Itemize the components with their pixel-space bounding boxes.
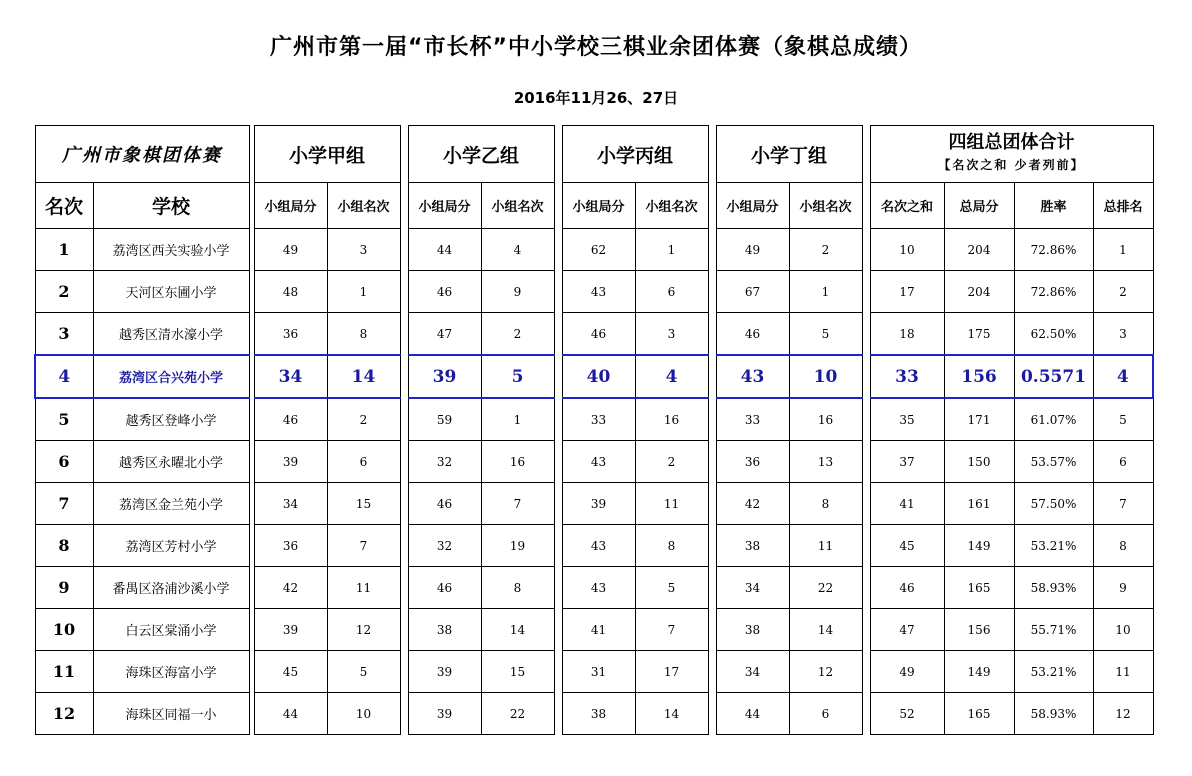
group-b-score-cell: 59 xyxy=(408,398,481,441)
school-cell: 白云区棠涌小学 xyxy=(93,609,249,651)
group-b-score-cell: 46 xyxy=(408,567,481,609)
school-cell: 越秀区登峰小学 xyxy=(93,398,249,441)
group-header-c: 小学丙组 xyxy=(562,126,708,183)
total-note: 【名次之和 少者列前】 xyxy=(938,158,1085,172)
group-b-rank-cell: 2 xyxy=(481,313,554,356)
column-gap xyxy=(862,183,870,229)
total-score-cell: 204 xyxy=(944,229,1014,271)
column-gap xyxy=(400,567,408,609)
group-d-rank-cell: 6 xyxy=(789,693,862,735)
group-d-rank-cell: 12 xyxy=(789,651,862,693)
rank-cell: 8 xyxy=(35,525,93,567)
group-d-score-cell: 36 xyxy=(716,441,789,483)
org-label: 广州市象棋团体赛 xyxy=(35,126,249,183)
column-gap xyxy=(708,609,716,651)
group-d-score-cell: 67 xyxy=(716,271,789,313)
table-row xyxy=(35,441,1153,483)
final-rank-cell: 2 xyxy=(1093,271,1153,313)
table-row xyxy=(35,483,1153,525)
win-rate-cell: 53.21% xyxy=(1014,651,1093,693)
group-c-rank-cell: 16 xyxy=(635,398,708,441)
final-rank-cell: 7 xyxy=(1093,483,1153,525)
group-a-rank-cell: 3 xyxy=(327,229,400,271)
table-row xyxy=(35,609,1153,651)
column-gap xyxy=(862,483,870,525)
group-header-b: 小学乙组 xyxy=(408,126,554,183)
group-d-rank-cell: 22 xyxy=(789,567,862,609)
group-d-rank-cell: 8 xyxy=(789,483,862,525)
group-b-rank-cell: 15 xyxy=(481,651,554,693)
group-c-score-cell: 43 xyxy=(562,567,635,609)
group-a-score-cell: 36 xyxy=(254,313,327,356)
rank-sum-cell: 52 xyxy=(870,693,944,735)
rank-sum-cell: 46 xyxy=(870,567,944,609)
group-c-score-cell: 31 xyxy=(562,651,635,693)
group-a-score-cell: 39 xyxy=(254,609,327,651)
group-b-score-cell: 47 xyxy=(408,313,481,356)
column-gap xyxy=(862,126,870,183)
rank-cell: 9 xyxy=(35,567,93,609)
group-a-rank-cell: 6 xyxy=(327,441,400,483)
group-d-score-cell: 34 xyxy=(716,567,789,609)
group-c-score-cell: 41 xyxy=(562,609,635,651)
final-rank-cell: 1 xyxy=(1093,229,1153,271)
column-gap xyxy=(400,609,408,651)
group-header-a: 小学甲组 xyxy=(254,126,400,183)
group-score-header: 小组局分 xyxy=(408,183,481,229)
school-cell: 越秀区清水濠小学 xyxy=(93,313,249,356)
column-gap xyxy=(400,126,408,183)
rank-cell: 1 xyxy=(35,229,93,271)
column-gap xyxy=(400,693,408,735)
column-gap xyxy=(862,355,870,398)
column-gap xyxy=(400,483,408,525)
rank-cell: 12 xyxy=(35,693,93,735)
column-gap xyxy=(400,229,408,271)
group-d-rank-cell: 11 xyxy=(789,525,862,567)
column-gap xyxy=(708,483,716,525)
column-gap xyxy=(400,271,408,313)
column-gap xyxy=(862,693,870,735)
column-gap xyxy=(554,609,562,651)
group-c-rank-cell: 8 xyxy=(635,525,708,567)
group-c-rank-cell: 5 xyxy=(635,567,708,609)
column-gap xyxy=(400,525,408,567)
rank-header: 名次 xyxy=(35,183,93,229)
total-score-header: 总局分 xyxy=(944,183,1014,229)
win-rate-cell: 55.71% xyxy=(1014,609,1093,651)
group-rank-header: 小组名次 xyxy=(635,183,708,229)
total-score-cell: 156 xyxy=(944,355,1014,398)
group-d-score-cell: 46 xyxy=(716,313,789,356)
final-rank-cell: 11 xyxy=(1093,651,1153,693)
school-cell: 越秀区永曜北小学 xyxy=(93,441,249,483)
school-cell: 海珠区同福一小 xyxy=(93,693,249,735)
win-rate-cell: 72.86% xyxy=(1014,229,1093,271)
rank-sum-cell: 33 xyxy=(870,355,944,398)
final-rank-cell: 9 xyxy=(1093,567,1153,609)
group-c-score-cell: 40 xyxy=(562,355,635,398)
table-row xyxy=(35,398,1153,441)
final-rank-cell: 10 xyxy=(1093,609,1153,651)
group-a-score-cell: 46 xyxy=(254,398,327,441)
table-row xyxy=(35,525,1153,567)
column-gap xyxy=(708,271,716,313)
column-gap xyxy=(554,483,562,525)
group-d-score-cell: 49 xyxy=(716,229,789,271)
group-b-rank-cell: 9 xyxy=(481,271,554,313)
group-b-score-cell: 32 xyxy=(408,525,481,567)
table-row xyxy=(35,355,1153,398)
column-gap xyxy=(862,313,870,356)
page-title: 广州市第一届“市长杯”中小学校三棋业余团体赛（象棋总成绩） xyxy=(270,35,922,60)
table-row xyxy=(35,567,1153,609)
win-rate-header: 胜率 xyxy=(1014,183,1093,229)
rank-sum-cell: 18 xyxy=(870,313,944,356)
group-header-d: 小学丁组 xyxy=(716,126,862,183)
group-a-score-cell: 39 xyxy=(254,441,327,483)
column-gap xyxy=(862,651,870,693)
column-gap xyxy=(708,525,716,567)
column-gap xyxy=(708,229,716,271)
rank-sum-header: 名次之和 xyxy=(870,183,944,229)
group-c-rank-cell: 7 xyxy=(635,609,708,651)
column-gap xyxy=(400,355,408,398)
column-gap xyxy=(554,229,562,271)
column-gap xyxy=(708,355,716,398)
school-cell: 番禺区洛浦沙溪小学 xyxy=(93,567,249,609)
group-c-score-cell: 43 xyxy=(562,525,635,567)
rank-cell: 4 xyxy=(35,355,93,398)
group-c-rank-cell: 4 xyxy=(635,355,708,398)
column-gap xyxy=(400,398,408,441)
results-table xyxy=(34,125,1154,735)
total-score-cell: 165 xyxy=(944,693,1014,735)
column-gap xyxy=(708,567,716,609)
group-a-score-cell: 42 xyxy=(254,567,327,609)
rank-cell: 3 xyxy=(35,313,93,356)
rank-cell: 6 xyxy=(35,441,93,483)
total-score-cell: 150 xyxy=(944,441,1014,483)
table-row xyxy=(35,651,1153,693)
group-c-score-cell: 38 xyxy=(562,693,635,735)
group-a-rank-cell: 15 xyxy=(327,483,400,525)
group-a-score-cell: 34 xyxy=(254,355,327,398)
group-b-rank-cell: 22 xyxy=(481,693,554,735)
rank-cell: 10 xyxy=(35,609,93,651)
column-gap xyxy=(862,441,870,483)
group-b-score-cell: 46 xyxy=(408,483,481,525)
column-gap xyxy=(554,271,562,313)
group-a-score-cell: 49 xyxy=(254,229,327,271)
group-d-score-cell: 42 xyxy=(716,483,789,525)
rank-sum-cell: 35 xyxy=(870,398,944,441)
group-b-score-cell: 39 xyxy=(408,693,481,735)
total-score-cell: 175 xyxy=(944,313,1014,356)
group-c-rank-cell: 2 xyxy=(635,441,708,483)
group-rank-header: 小组名次 xyxy=(789,183,862,229)
group-score-header: 小组局分 xyxy=(254,183,327,229)
column-gap xyxy=(708,693,716,735)
table-row xyxy=(35,693,1153,735)
column-gap xyxy=(554,398,562,441)
group-c-score-cell: 43 xyxy=(562,271,635,313)
group-b-rank-cell: 14 xyxy=(481,609,554,651)
group-d-score-cell: 34 xyxy=(716,651,789,693)
group-a-score-cell: 34 xyxy=(254,483,327,525)
column-gap xyxy=(708,183,716,229)
group-b-rank-cell: 16 xyxy=(481,441,554,483)
column-gap xyxy=(862,609,870,651)
group-b-score-cell: 44 xyxy=(408,229,481,271)
school-cell: 荔湾区合兴苑小学 xyxy=(93,355,249,398)
group-c-rank-cell: 17 xyxy=(635,651,708,693)
rank-sum-cell: 17 xyxy=(870,271,944,313)
group-b-score-cell: 46 xyxy=(408,271,481,313)
group-d-score-cell: 43 xyxy=(716,355,789,398)
group-a-rank-cell: 12 xyxy=(327,609,400,651)
group-a-rank-cell: 10 xyxy=(327,693,400,735)
win-rate-cell: 61.07% xyxy=(1014,398,1093,441)
total-title: 四组总团体合计 xyxy=(948,132,1075,153)
total-header xyxy=(870,126,1153,183)
rank-sum-cell: 47 xyxy=(870,609,944,651)
group-b-score-cell: 39 xyxy=(408,651,481,693)
total-score-cell: 161 xyxy=(944,483,1014,525)
win-rate-cell: 57.50% xyxy=(1014,483,1093,525)
rank-cell: 5 xyxy=(35,398,93,441)
group-d-rank-cell: 16 xyxy=(789,398,862,441)
column-gap xyxy=(708,398,716,441)
group-a-rank-cell: 11 xyxy=(327,567,400,609)
final-rank-cell: 6 xyxy=(1093,441,1153,483)
final-rank-header: 总排名 xyxy=(1093,183,1153,229)
group-c-score-cell: 43 xyxy=(562,441,635,483)
group-d-rank-cell: 14 xyxy=(789,609,862,651)
group-score-header: 小组局分 xyxy=(716,183,789,229)
school-header: 学校 xyxy=(93,183,249,229)
group-d-score-cell: 38 xyxy=(716,609,789,651)
win-rate-cell: 53.57% xyxy=(1014,441,1093,483)
table-row xyxy=(35,229,1153,271)
column-gap xyxy=(708,441,716,483)
group-c-rank-cell: 6 xyxy=(635,271,708,313)
rank-sum-cell: 41 xyxy=(870,483,944,525)
group-a-rank-cell: 5 xyxy=(327,651,400,693)
group-b-score-cell: 32 xyxy=(408,441,481,483)
group-a-rank-cell: 2 xyxy=(327,398,400,441)
win-rate-cell: 53.21% xyxy=(1014,525,1093,567)
group-c-rank-cell: 3 xyxy=(635,313,708,356)
event-date: 2016年11月26、27日 xyxy=(513,89,679,107)
total-score-cell: 156 xyxy=(944,609,1014,651)
group-rank-header: 小组名次 xyxy=(327,183,400,229)
column-gap xyxy=(862,271,870,313)
win-rate-cell: 58.93% xyxy=(1014,693,1093,735)
group-d-rank-cell: 13 xyxy=(789,441,862,483)
group-c-rank-cell: 14 xyxy=(635,693,708,735)
column-gap xyxy=(554,693,562,735)
column-gap xyxy=(554,651,562,693)
rank-sum-cell: 10 xyxy=(870,229,944,271)
column-gap xyxy=(554,441,562,483)
rank-cell: 7 xyxy=(35,483,93,525)
school-cell: 荔湾区芳村小学 xyxy=(93,525,249,567)
column-gap xyxy=(554,525,562,567)
win-rate-cell: 58.93% xyxy=(1014,567,1093,609)
column-gap xyxy=(554,567,562,609)
group-a-rank-cell: 7 xyxy=(327,525,400,567)
column-gap xyxy=(708,126,716,183)
group-b-rank-cell: 7 xyxy=(481,483,554,525)
column-gap xyxy=(708,651,716,693)
group-c-rank-cell: 11 xyxy=(635,483,708,525)
final-rank-cell: 8 xyxy=(1093,525,1153,567)
group-b-rank-cell: 1 xyxy=(481,398,554,441)
table-row xyxy=(35,271,1153,313)
group-d-rank-cell: 2 xyxy=(789,229,862,271)
group-a-score-cell: 36 xyxy=(254,525,327,567)
group-d-rank-cell: 1 xyxy=(789,271,862,313)
rank-cell: 11 xyxy=(35,651,93,693)
column-gap xyxy=(862,229,870,271)
final-rank-cell: 12 xyxy=(1093,693,1153,735)
group-a-rank-cell: 8 xyxy=(327,313,400,356)
group-b-score-cell: 39 xyxy=(408,355,481,398)
final-rank-cell: 4 xyxy=(1093,355,1153,398)
group-b-rank-cell: 4 xyxy=(481,229,554,271)
column-gap xyxy=(862,567,870,609)
group-rank-header: 小组名次 xyxy=(481,183,554,229)
group-d-score-cell: 33 xyxy=(716,398,789,441)
column-gap xyxy=(554,126,562,183)
school-cell: 荔湾区西关实验小学 xyxy=(93,229,249,271)
rank-sum-cell: 37 xyxy=(870,441,944,483)
group-c-rank-cell: 1 xyxy=(635,229,708,271)
group-c-score-cell: 39 xyxy=(562,483,635,525)
rank-sum-cell: 45 xyxy=(870,525,944,567)
final-rank-cell: 3 xyxy=(1093,313,1153,356)
group-a-rank-cell: 1 xyxy=(327,271,400,313)
column-gap xyxy=(400,651,408,693)
group-c-score-cell: 62 xyxy=(562,229,635,271)
group-a-score-cell: 45 xyxy=(254,651,327,693)
group-d-score-cell: 44 xyxy=(716,693,789,735)
rank-sum-cell: 49 xyxy=(870,651,944,693)
group-a-score-cell: 48 xyxy=(254,271,327,313)
column-gap xyxy=(400,183,408,229)
win-rate-cell: 0.5571 xyxy=(1014,355,1093,398)
group-d-rank-cell: 5 xyxy=(789,313,862,356)
column-gap xyxy=(862,398,870,441)
group-a-rank-cell: 14 xyxy=(327,355,400,398)
table-row xyxy=(35,313,1153,356)
school-cell: 荔湾区金兰苑小学 xyxy=(93,483,249,525)
rank-cell: 2 xyxy=(35,271,93,313)
column-gap xyxy=(554,313,562,356)
column-gap xyxy=(554,355,562,398)
total-score-cell: 149 xyxy=(944,651,1014,693)
school-cell: 天河区东圃小学 xyxy=(93,271,249,313)
total-score-cell: 171 xyxy=(944,398,1014,441)
total-score-cell: 204 xyxy=(944,271,1014,313)
column-gap xyxy=(400,441,408,483)
win-rate-cell: 62.50% xyxy=(1014,313,1093,356)
final-rank-cell: 5 xyxy=(1093,398,1153,441)
total-score-cell: 165 xyxy=(944,567,1014,609)
group-b-score-cell: 38 xyxy=(408,609,481,651)
group-a-score-cell: 44 xyxy=(254,693,327,735)
column-gap xyxy=(400,313,408,356)
group-b-rank-cell: 8 xyxy=(481,567,554,609)
column-gap xyxy=(708,313,716,356)
column-gap xyxy=(554,183,562,229)
total-score-cell: 149 xyxy=(944,525,1014,567)
group-b-rank-cell: 19 xyxy=(481,525,554,567)
school-cell: 海珠区海富小学 xyxy=(93,651,249,693)
group-d-rank-cell: 10 xyxy=(789,355,862,398)
column-gap xyxy=(862,525,870,567)
group-d-score-cell: 38 xyxy=(716,525,789,567)
group-b-rank-cell: 5 xyxy=(481,355,554,398)
group-c-score-cell: 33 xyxy=(562,398,635,441)
win-rate-cell: 72.86% xyxy=(1014,271,1093,313)
group-score-header: 小组局分 xyxy=(562,183,635,229)
group-c-score-cell: 46 xyxy=(562,313,635,356)
